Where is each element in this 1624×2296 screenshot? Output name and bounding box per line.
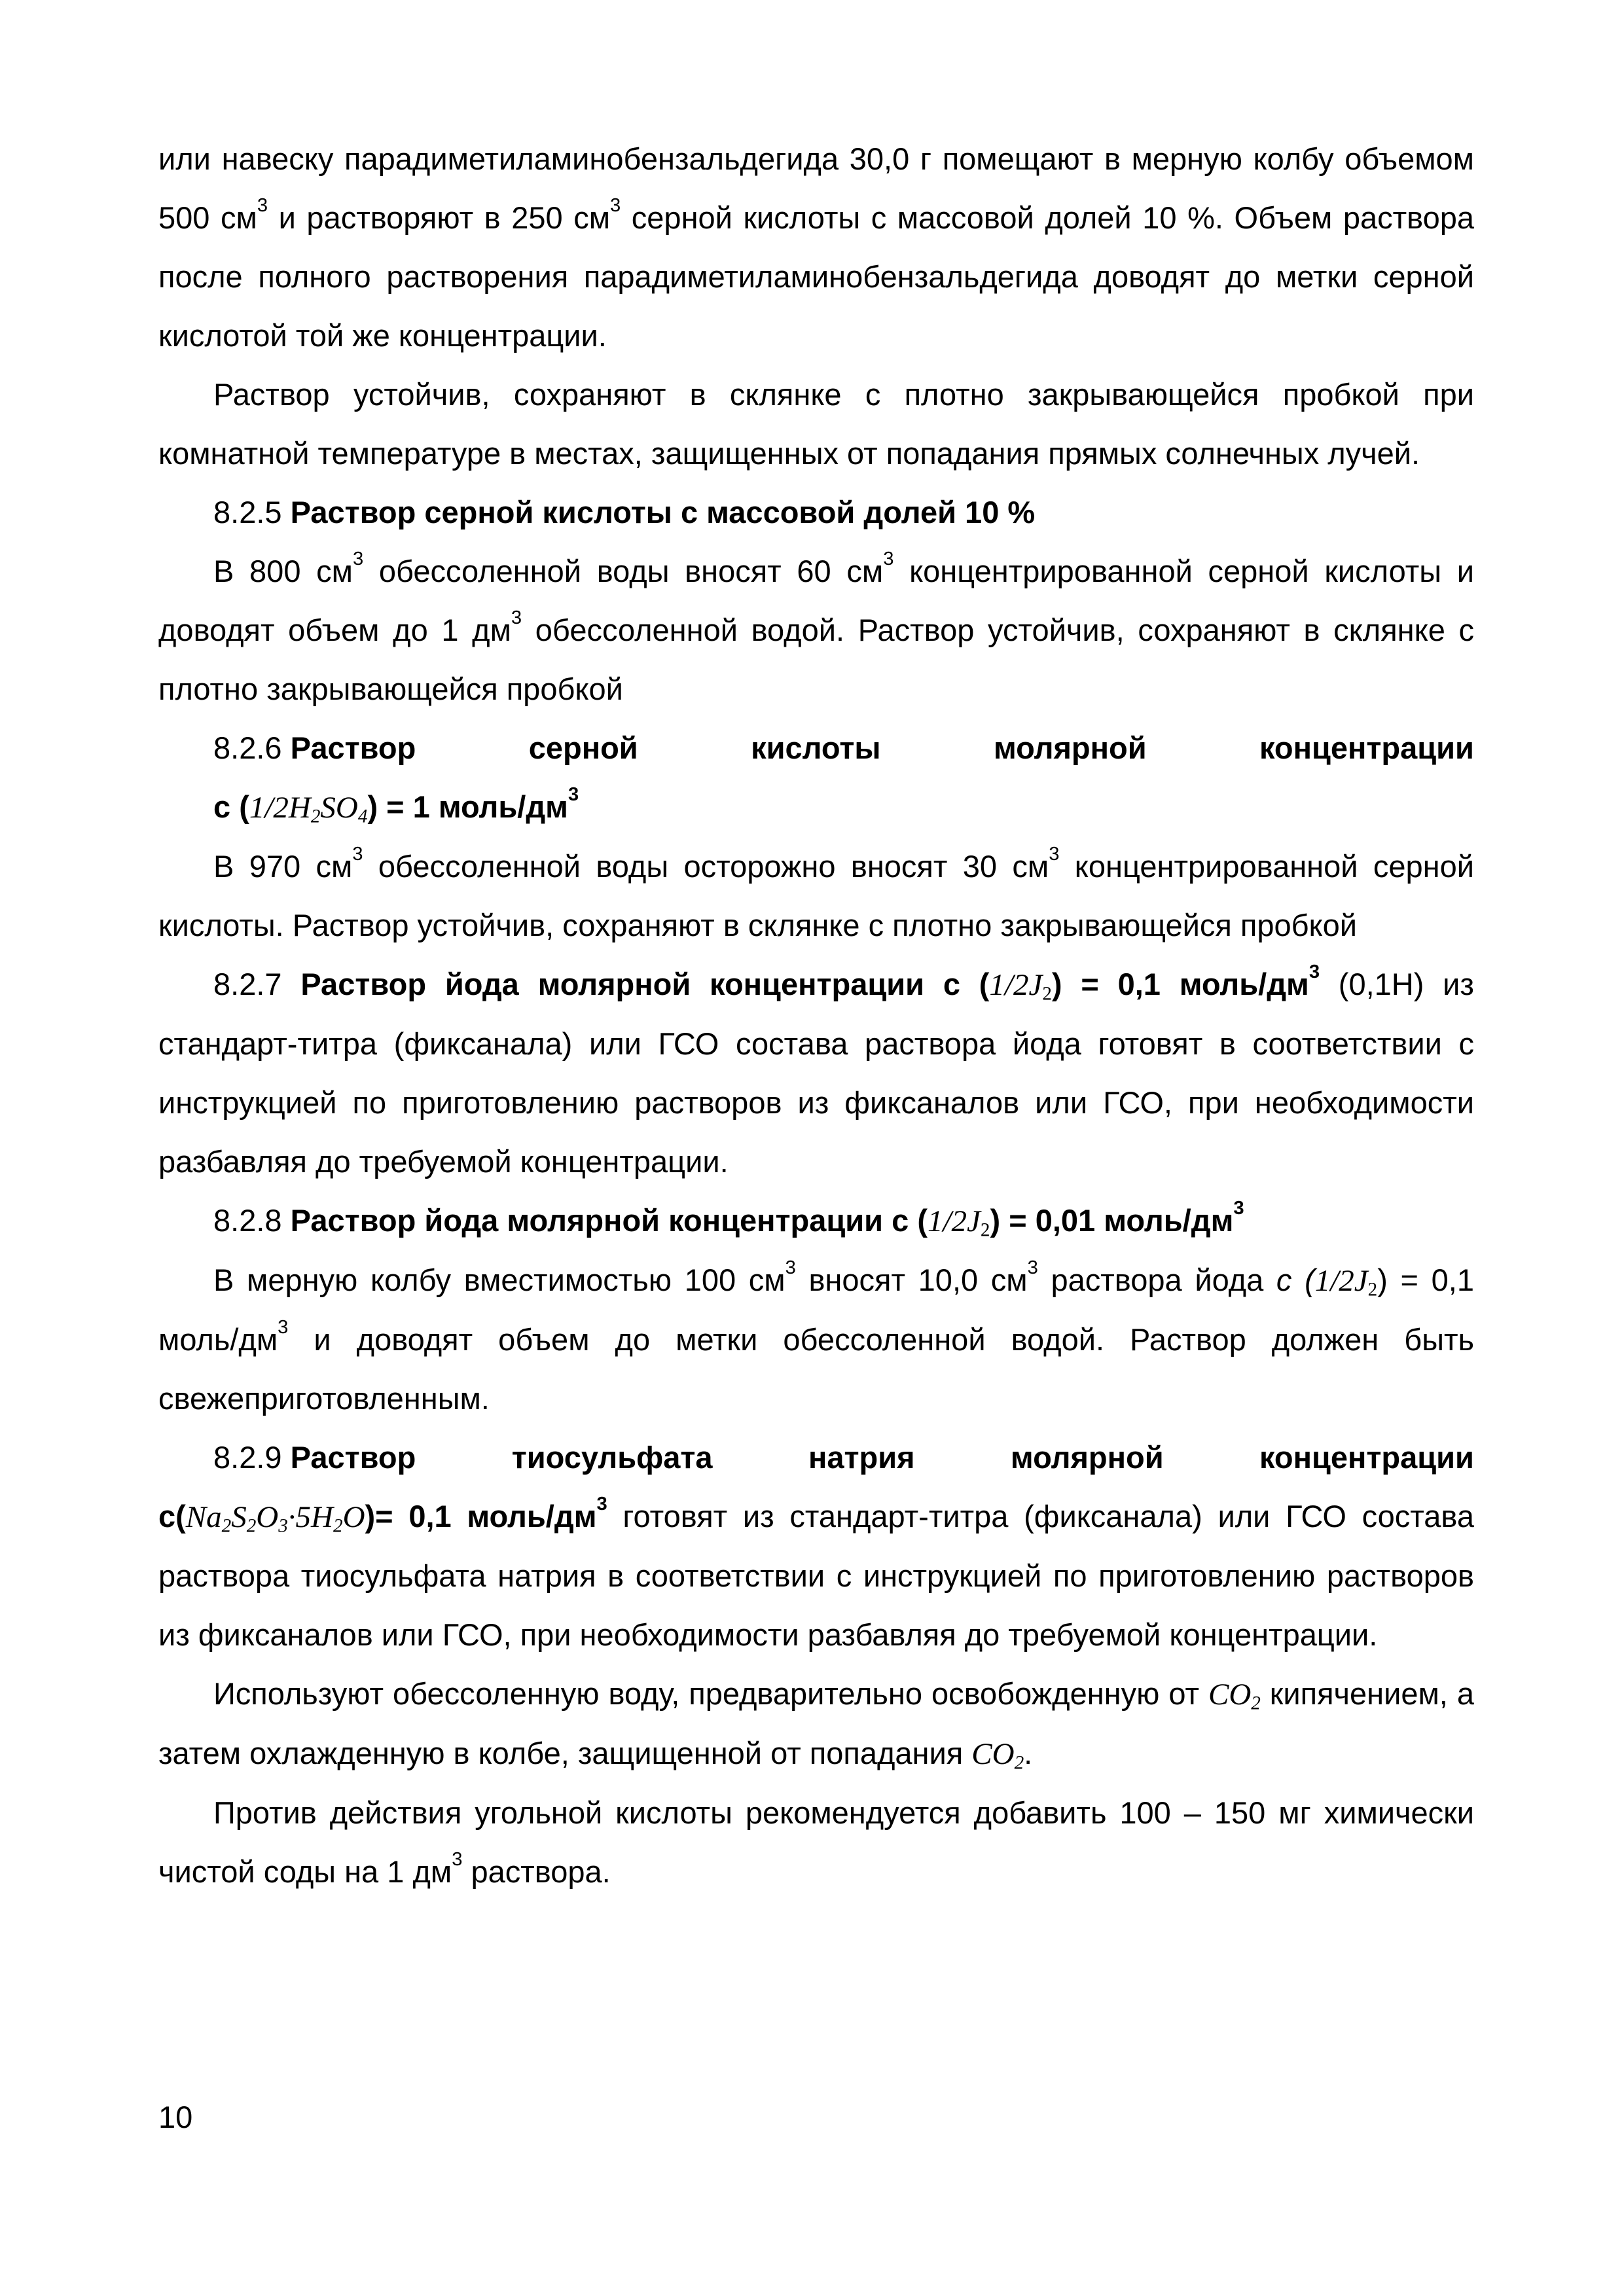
text-run: обессоленной воды вносят 60 см: [363, 554, 884, 588]
heading-word: тиосульфата: [511, 1440, 713, 1475]
section-8-2-9-body: [158, 1487, 1474, 1664]
paragraph-storage: Раствор устойчив, сохраняют в склянке с плотно закрывающейся пробкой при комнатной температуре в местах, защищенных от попадания прямых солнечных лучей.: [158, 377, 1474, 471]
section-number: 8.2.9: [213, 1440, 282, 1475]
text-run: или навеску парадиметиламинобензальдегида 30,0 г помещают в мерную колбу объемом 500 см: [158, 141, 1474, 235]
text-run: серной кислоты с массовой долей 10 %. Объем раствора после полного растворения парадиметиламинобензальдегида доводят до метки серной кислотой той же концентрации.: [158, 200, 1474, 353]
section-title: Раствор йода молярной концентрации: [300, 967, 943, 1001]
section-8-2-9-num-title: [213, 1428, 416, 1487]
formula-thiosulfate: $Na_2S_2O_3\cdot 5H_2O$: [185, 1500, 365, 1537]
body-text: [158, 130, 1474, 1901]
heading-word: серной: [528, 730, 638, 765]
formula-value: ) = 0,01 моль/дм: [990, 1203, 1234, 1238]
text-run: вносят 10,0 см: [795, 1263, 1028, 1297]
heading-word: концентрации: [1259, 730, 1474, 765]
superscript: 3: [452, 1848, 463, 1870]
text-run: В мерную колбу вместимостью 100 см: [213, 1263, 785, 1297]
text-run: и доводят объем до метки обессоленной водой. Раствор должен быть свежеприготовленным.: [158, 1322, 1474, 1416]
superscript: 3: [785, 1257, 796, 1278]
paragraph-8-2-8: [158, 1251, 1474, 1428]
superscript: 3: [511, 607, 522, 628]
superscript: 3: [352, 548, 364, 569]
formula-value: )= 0,1 моль/дм: [365, 1499, 597, 1534]
paragraph-co2: [158, 1664, 1474, 1784]
section-number: 8.2.6: [213, 730, 282, 765]
text-run: готовят из стандарт-титра (фиксанала) или ГСО состава раствора тиосульфата натрия в соответствии с инструкцией по приготовлению растворов из фиксаналов или ГСО, при необходимости разбавляя до требуемой концентрации.: [158, 1499, 1475, 1652]
formula-prefix: с(: [158, 1499, 186, 1534]
formula-i2: $1/2J_2$: [1314, 1264, 1378, 1300]
superscript: 3: [257, 194, 268, 216]
heading-word: Раствор: [290, 1440, 416, 1475]
formula-prefix: с (: [213, 789, 249, 824]
text-run: и растворяют в 250 см: [268, 200, 611, 235]
heading-word: молярной: [1010, 1440, 1164, 1475]
paragraph-8-2-6: [158, 837, 1474, 955]
section-number: 8.2.7: [213, 967, 301, 1001]
formula-i2: $1/2J_2$: [928, 1204, 990, 1241]
text-run: В 800 см: [213, 554, 353, 588]
formula-prefix: с (: [943, 967, 990, 1001]
formula-prefix: с (: [1276, 1263, 1315, 1297]
text-run: концентрированной серной кислоты и доводят объем до 1 дм: [158, 554, 1474, 647]
text-run: (0,1Н) из стандарт-титра (фиксанала) или ГСО состава раствора йода готовят в соответствии с инструкцией по приготовлению растворов из фиксаналов или ГСО, при необходимости разбавляя до требуемой концентрации.: [158, 967, 1474, 1179]
heading-word: кислоты: [751, 730, 881, 765]
section-8-2-6-heading-line1: [158, 719, 1474, 778]
superscript: 3: [596, 1493, 607, 1515]
section-8-2-9-heading-line1: [158, 1428, 1474, 1487]
formula-prefix: с (: [892, 1203, 928, 1238]
superscript: 3: [1308, 961, 1320, 982]
text-run: раствора.: [462, 1854, 611, 1889]
text-run: кипячением, а затем охлажденную в колбе, защищенной от попадания: [158, 1676, 1474, 1770]
text-run: ) = 0,1 моль/дм: [158, 1263, 1474, 1357]
paragraph-soda: [158, 1784, 1474, 1901]
superscript: 3: [1027, 1257, 1038, 1278]
formula-value: ) = 1 моль/дм: [367, 789, 568, 824]
section-8-2-6-heading-line2: [158, 778, 1474, 837]
text-run: Используют обессоленную воду, предварительно освобожденную от: [213, 1676, 1208, 1711]
superscript: 3: [610, 194, 621, 216]
text-run: концентрированной серной кислоты. Раствор устойчив, сохраняют в склянке с плотно закрывающейся пробкой: [158, 849, 1475, 942]
text-run: обессоленной воды осторожно вносят 30 см: [363, 849, 1049, 884]
section-8-2-7: [158, 955, 1474, 1191]
section-number: 8.2.5: [213, 495, 291, 529]
section-title: Раствор серной кислоты с массовой долей 10 %: [290, 495, 1036, 529]
text-run: .: [1024, 1736, 1033, 1770]
formula-co2: $CO_2$: [971, 1737, 1024, 1774]
text-run: В 970 см: [213, 849, 353, 884]
heading-word: натрия: [808, 1440, 915, 1475]
text-run: обессоленной водой. Раствор устойчив, сохраняют в склянке с плотно закрывающейся пробкой: [158, 613, 1474, 706]
heading-word: концентрации: [1259, 1440, 1474, 1475]
superscript: 3: [278, 1316, 289, 1338]
paragraph-reagent-prep: [158, 130, 1474, 365]
superscript: 3: [1049, 843, 1060, 865]
paragraph-8-2-5: [158, 542, 1474, 719]
section-title: Раствор йода молярной концентрации: [290, 1203, 892, 1238]
heading-word: Раствор: [290, 730, 416, 765]
text-run: Против действия угольной кислоты рекомендуется добавить 100 – 150 мг химически чистой соды на 1 дм: [158, 1795, 1474, 1889]
section-8-2-8-heading: [158, 1191, 1474, 1251]
text-run: раствора йода: [1038, 1263, 1276, 1297]
page-number: 10: [158, 2100, 193, 2134]
formula-h2so4: $1/2H_2SO_4$: [249, 791, 368, 827]
section-8-2-5-heading: [158, 483, 1474, 542]
superscript: 3: [568, 783, 579, 805]
section-number: 8.2.8: [213, 1203, 291, 1238]
section-8-2-6-num-title: [213, 719, 416, 778]
formula-value: ) = 0,1 моль/дм: [1051, 967, 1309, 1001]
formula-i2: $1/2J_2$: [989, 968, 1052, 1005]
superscript: 3: [352, 843, 363, 865]
formula-co2: $CO_2$: [1208, 1677, 1261, 1714]
heading-word: молярной: [993, 730, 1147, 765]
superscript: 3: [883, 548, 894, 569]
superscript: 3: [1233, 1197, 1244, 1219]
